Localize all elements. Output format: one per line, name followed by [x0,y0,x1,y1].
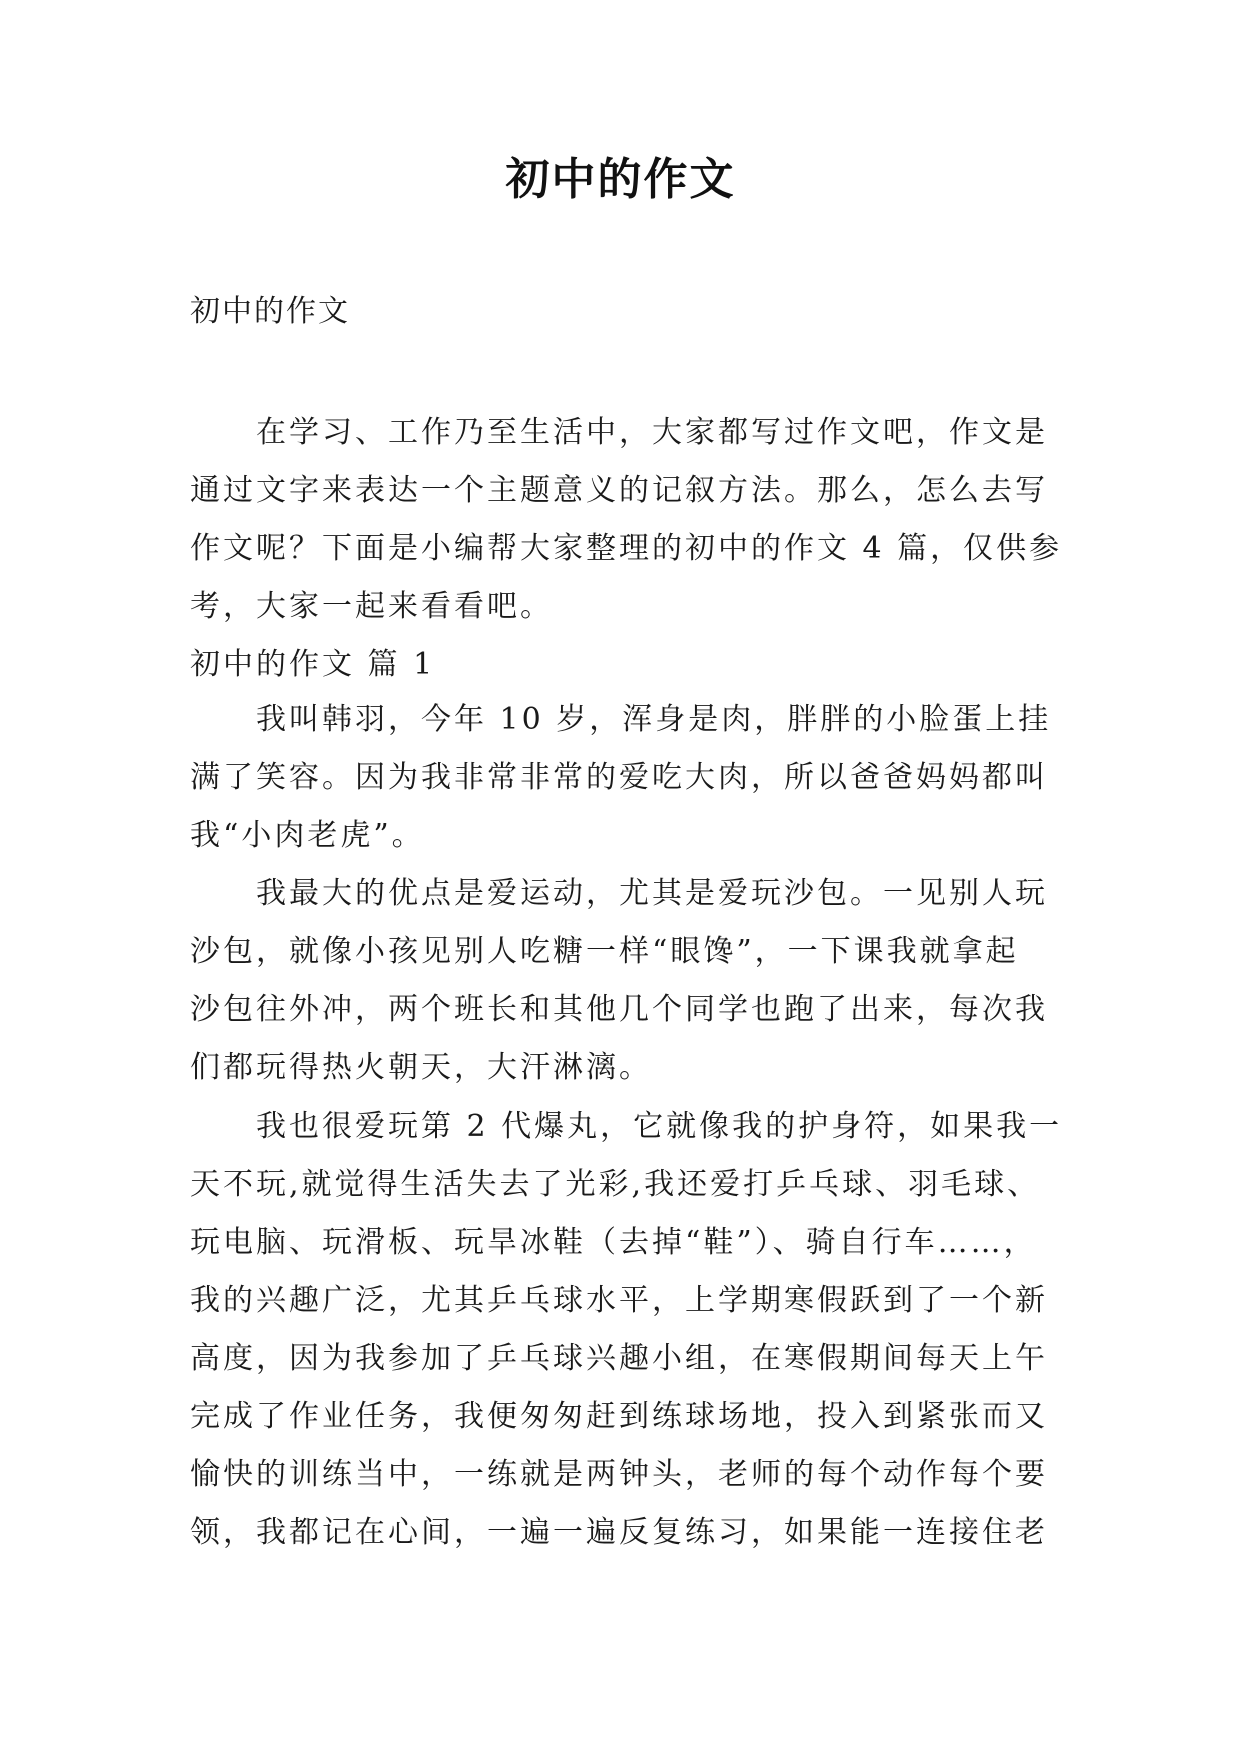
document-subheading: 初中的作文 [190,294,350,329]
paragraph-2 [190,865,1050,1097]
text-line: 愉快的训练当中，一练就是两钟头，老师的每个动作每个要 [190,1457,1048,1492]
section-heading [190,636,1050,694]
text-line: 在学习、工作乃至生活中，大家都写过作文吧，作文是 [190,415,1048,450]
text-line: 考，大家一起来看看吧。 [190,589,553,624]
intro-paragraph [190,404,1063,636]
text-line: 我叫韩羽，今年 10 岁，浑身是肉，胖胖的小脸蛋上挂 [190,702,1052,737]
page-title: 初中的作文 [505,154,736,205]
text-line: 高度，因为我参加了乒乓球兴趣小组，在寒假期间每天上午 [190,1341,1048,1376]
text-line: 我的兴趣广泛，尤其乒乓球水平，上学期寒假跃到了一个新 [190,1283,1048,1318]
text-line: 沙包，就像小孩见别人吃糖一样“眼馋”，一下课我就拿起 [190,934,1019,969]
text-line: 我也很爱玩第 2 代爆丸，它就像我的护身符，如果我一 [190,1109,1063,1144]
text-line: 们都玩得热火朝天，大汗淋漓。 [190,1050,652,1085]
text-line: 满了笑容。因为我非常非常的爱吃大肉，所以爸爸妈妈都叫 [190,760,1048,795]
text-line: 玩电脑、玩滑板、玩旱冰鞋（去掉“鞋”）、骑自行车……， [190,1225,1037,1260]
text-line: 沙包往外冲，两个班长和其他几个同学也跑了出来，每次我 [190,992,1048,1027]
text-line: 领，我都记在心间，一遍一遍反复练习，如果能一连接住老 [190,1515,1048,1550]
section-title: 初中的作文 篇 1 [190,647,436,682]
text-line: 我“小肉老虎”。 [190,818,425,853]
paragraph-1 [190,691,1050,865]
text-line: 作文呢？下面是小编帮大家整理的初中的作文 4 篇，仅供参 [190,531,1063,566]
text-line: 我最大的优点是爱运动，尤其是爱玩沙包。一见别人玩 [190,876,1048,911]
text-line: 天不玩,就觉得生活失去了光彩,我还爱打乒乓球、羽毛球、 [190,1167,1041,1202]
paragraph-3 [190,1098,1063,1562]
text-line: 完成了作业任务，我便匆匆赶到练球场地，投入到紧张而又 [190,1399,1048,1434]
text-line: 通过文字来表达一个主题意义的记叙方法。那么，怎么去写 [190,473,1048,508]
